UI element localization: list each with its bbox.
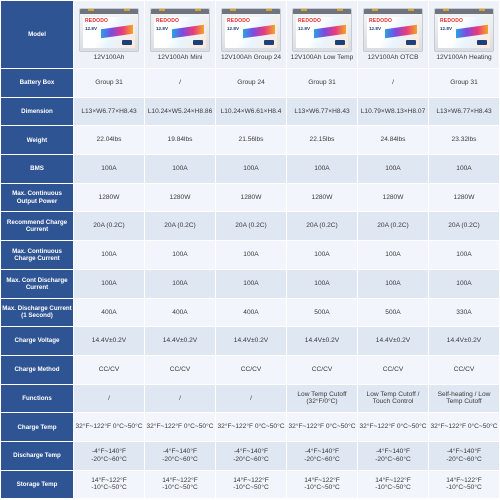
- spec-cell: -4°F~140°F -20°C~60°C: [429, 441, 500, 470]
- row-label: Charge Voltage: [1, 327, 74, 356]
- spec-cell: 14°F~122°F -10°C~50°C: [358, 470, 429, 499]
- row-label: Charge Temp: [1, 413, 74, 442]
- brand-logo: REDODO: [85, 17, 109, 24]
- spec-cell: 100A: [287, 155, 358, 184]
- spec-cell: CC/CV: [358, 355, 429, 384]
- spec-cell: 20A (0.2C): [287, 212, 358, 241]
- spec-cell: 1280W: [216, 183, 287, 212]
- spec-row: [1, 155, 500, 184]
- spec-cell: L13×W6.77×H8.43: [287, 97, 358, 126]
- spec-row: [1, 413, 500, 442]
- spec-cell: 14.4V±0.2V: [216, 327, 287, 356]
- spec-cell: 100A: [287, 241, 358, 270]
- spec-cell: 32°F~122°F 0°C~50°C: [287, 413, 358, 442]
- spec-rows: [1, 69, 500, 499]
- spec-cell: 32°F~122°F 0°C~50°C: [145, 413, 216, 442]
- spec-cell: 100A: [216, 155, 287, 184]
- row-label-model: Model: [1, 1, 74, 69]
- spec-cell: 20A (0.2C): [74, 212, 145, 241]
- spec-cell: 23.32lbs: [429, 126, 500, 155]
- spec-cell: 100A: [74, 241, 145, 270]
- spec-cell: 14.4V±0.2V: [429, 327, 500, 356]
- spec-cell: 22.04lbs: [74, 126, 145, 155]
- spec-cell: 14.4V±0.2V: [358, 327, 429, 356]
- spec-cell: L10.24×W6.61×H8.4: [216, 97, 287, 126]
- battery-image: [434, 8, 494, 52]
- battery-voltage: 12.8V: [85, 25, 98, 31]
- model-name: 12V100Ah: [93, 53, 125, 61]
- spec-cell: 32°F~122°F 0°C~50°C: [429, 413, 500, 442]
- row-label: Storage Temp: [1, 470, 74, 499]
- spec-cell: 19.84lbs: [145, 126, 216, 155]
- spec-cell: L13×W6.77×H8.43: [429, 97, 500, 126]
- spec-cell: /: [145, 69, 216, 98]
- model-name: 12V100Ah Group 24: [220, 53, 282, 61]
- row-label: BMS: [1, 155, 74, 184]
- spec-cell: 100A: [216, 269, 287, 298]
- spec-cell: 100A: [429, 155, 500, 184]
- model-cell-2: [145, 1, 216, 69]
- spec-cell: 14°F~122°F -10°C~50°C: [145, 470, 216, 499]
- spec-cell: Low Temp Cutoff (32°F/0°C): [287, 384, 358, 413]
- battery-voltage: 12.8V: [156, 25, 169, 31]
- spec-cell: 1280W: [74, 183, 145, 212]
- brand-logo: REDODO: [298, 17, 322, 24]
- row-label: Recommend Charge Current: [1, 212, 74, 241]
- model-name: 12V100Ah Mini: [157, 53, 203, 61]
- brand-logo: REDODO: [440, 17, 464, 24]
- spec-cell: 100A: [145, 155, 216, 184]
- spec-cell: Group 31: [287, 69, 358, 98]
- spec-cell: /: [145, 384, 216, 413]
- model-name: 12V100Ah Heating: [436, 53, 492, 61]
- spec-cell: 400A: [145, 298, 216, 327]
- spec-cell: L10.79×W8.13×H8.07: [358, 97, 429, 126]
- battery-image: [150, 8, 210, 52]
- spec-row: [1, 212, 500, 241]
- spec-cell: 14°F~122°F -10°C~50°C: [287, 470, 358, 499]
- spec-cell: 1280W: [145, 183, 216, 212]
- row-label: Max. Continuous Charge Current: [1, 241, 74, 270]
- spec-cell: 330A: [429, 298, 500, 327]
- row-label: Charge Method: [1, 355, 74, 384]
- spec-cell: 100A: [358, 241, 429, 270]
- row-label: Discharge Temp: [1, 441, 74, 470]
- spec-cell: 14.4V±0.2V: [287, 327, 358, 356]
- spec-cell: 400A: [216, 298, 287, 327]
- spec-cell: Self-heating / Low Temp Cutoff: [429, 384, 500, 413]
- spec-cell: -4°F~140°F -20°C~60°C: [358, 441, 429, 470]
- model-cell-3: [216, 1, 287, 69]
- spec-cell: -4°F~140°F -20°C~60°C: [74, 441, 145, 470]
- spec-cell: 20A (0.2C): [358, 212, 429, 241]
- spec-cell: 21.56lbs: [216, 126, 287, 155]
- brand-logo: REDODO: [227, 17, 251, 24]
- battery-voltage: 12.8V: [227, 25, 240, 31]
- spec-cell: 22.15lbs: [287, 126, 358, 155]
- spec-cell: 20A (0.2C): [429, 212, 500, 241]
- brand-logo: REDODO: [156, 17, 180, 24]
- model-name: 12V100Ah OTCB: [367, 53, 419, 61]
- battery-voltage: 12.8V: [298, 25, 311, 31]
- spec-cell: /: [216, 384, 287, 413]
- spec-cell: 500A: [358, 298, 429, 327]
- spec-cell: 100A: [216, 241, 287, 270]
- spec-row: [1, 470, 500, 499]
- model-cell-5: [358, 1, 429, 69]
- battery-image: [221, 8, 281, 52]
- spec-cell: /: [74, 384, 145, 413]
- model-name: 12V100Ah Low Temp: [290, 53, 354, 61]
- row-label: Max. Continuous Output Power: [1, 183, 74, 212]
- battery-voltage: 12.8V: [369, 25, 382, 31]
- spec-cell: Group 31: [429, 69, 500, 98]
- spec-row: [1, 126, 500, 155]
- spec-cell: /: [358, 69, 429, 98]
- spec-row: [1, 183, 500, 212]
- spec-cell: CC/CV: [429, 355, 500, 384]
- spec-row: [1, 97, 500, 126]
- spec-cell: 100A: [145, 241, 216, 270]
- row-label: Dimension: [1, 97, 74, 126]
- spec-row: [1, 269, 500, 298]
- spec-cell: CC/CV: [287, 355, 358, 384]
- spec-cell: CC/CV: [74, 355, 145, 384]
- brand-logo: REDODO: [369, 17, 393, 24]
- model-cell-1: [74, 1, 145, 69]
- row-label: Functions: [1, 384, 74, 413]
- spec-cell: 100A: [429, 241, 500, 270]
- spec-cell: 24.84lbs: [358, 126, 429, 155]
- spec-row: [1, 384, 500, 413]
- spec-row: [1, 327, 500, 356]
- battery-image: [363, 8, 423, 52]
- model-cell-4: [287, 1, 358, 69]
- spec-cell: 100A: [358, 155, 429, 184]
- spec-cell: -4°F~140°F -20°C~60°C: [145, 441, 216, 470]
- spec-cell: 500A: [287, 298, 358, 327]
- spec-cell: 14.4V±0.2V: [145, 327, 216, 356]
- spec-cell: 32°F~122°F 0°C~50°C: [216, 413, 287, 442]
- spec-cell: 14°F~122°F -10°C~50°C: [216, 470, 287, 499]
- battery-voltage: 12.8V: [440, 25, 453, 31]
- battery-image: [79, 8, 139, 52]
- spec-cell: Group 31: [74, 69, 145, 98]
- spec-cell: 100A: [429, 269, 500, 298]
- spec-cell: Group 24: [216, 69, 287, 98]
- spec-cell: 100A: [287, 269, 358, 298]
- model-cell-6: [429, 1, 500, 69]
- spec-row: [1, 298, 500, 327]
- spec-cell: 32°F~122°F 0°C~50°C: [74, 413, 145, 442]
- spec-cell: 1280W: [287, 183, 358, 212]
- spec-cell: Low Temp Cutoff / Touch Control: [358, 384, 429, 413]
- spec-row: [1, 441, 500, 470]
- row-label: Max. Discharge Current (1 Second): [1, 298, 74, 327]
- spec-cell: 14°F~122°F -10°C~50°C: [74, 470, 145, 499]
- spec-cell: 100A: [74, 155, 145, 184]
- spec-row: [1, 241, 500, 270]
- spec-cell: 1280W: [358, 183, 429, 212]
- spec-row: [1, 69, 500, 98]
- spec-cell: CC/CV: [145, 355, 216, 384]
- model-row: [1, 1, 500, 69]
- spec-cell: 400A: [74, 298, 145, 327]
- row-label: Max. Cont Discharge Current: [1, 269, 74, 298]
- spec-cell: 100A: [145, 269, 216, 298]
- spec-cell: 32°F~122°F 0°C~50°C: [358, 413, 429, 442]
- spec-cell: 14°F~122°F -10°C~50°C: [429, 470, 500, 499]
- row-label: Battery Box: [1, 69, 74, 98]
- spec-cell: L13×W6.77×H8.43: [74, 97, 145, 126]
- spec-cell: L10.24×W5.24×H8.86: [145, 97, 216, 126]
- spec-cell: -4°F~140°F -20°C~60°C: [216, 441, 287, 470]
- spec-cell: 20A (0.2C): [216, 212, 287, 241]
- spec-cell: 100A: [358, 269, 429, 298]
- spec-cell: 14.4V±0.2V: [74, 327, 145, 356]
- spec-cell: CC/CV: [216, 355, 287, 384]
- spec-cell: 20A (0.2C): [145, 212, 216, 241]
- spec-cell: 1280W: [429, 183, 500, 212]
- spec-row: [1, 355, 500, 384]
- row-label: Weight: [1, 126, 74, 155]
- battery-image: [292, 8, 352, 52]
- spec-cell: 100A: [74, 269, 145, 298]
- spec-cell: -4°F~140°F -20°C~60°C: [287, 441, 358, 470]
